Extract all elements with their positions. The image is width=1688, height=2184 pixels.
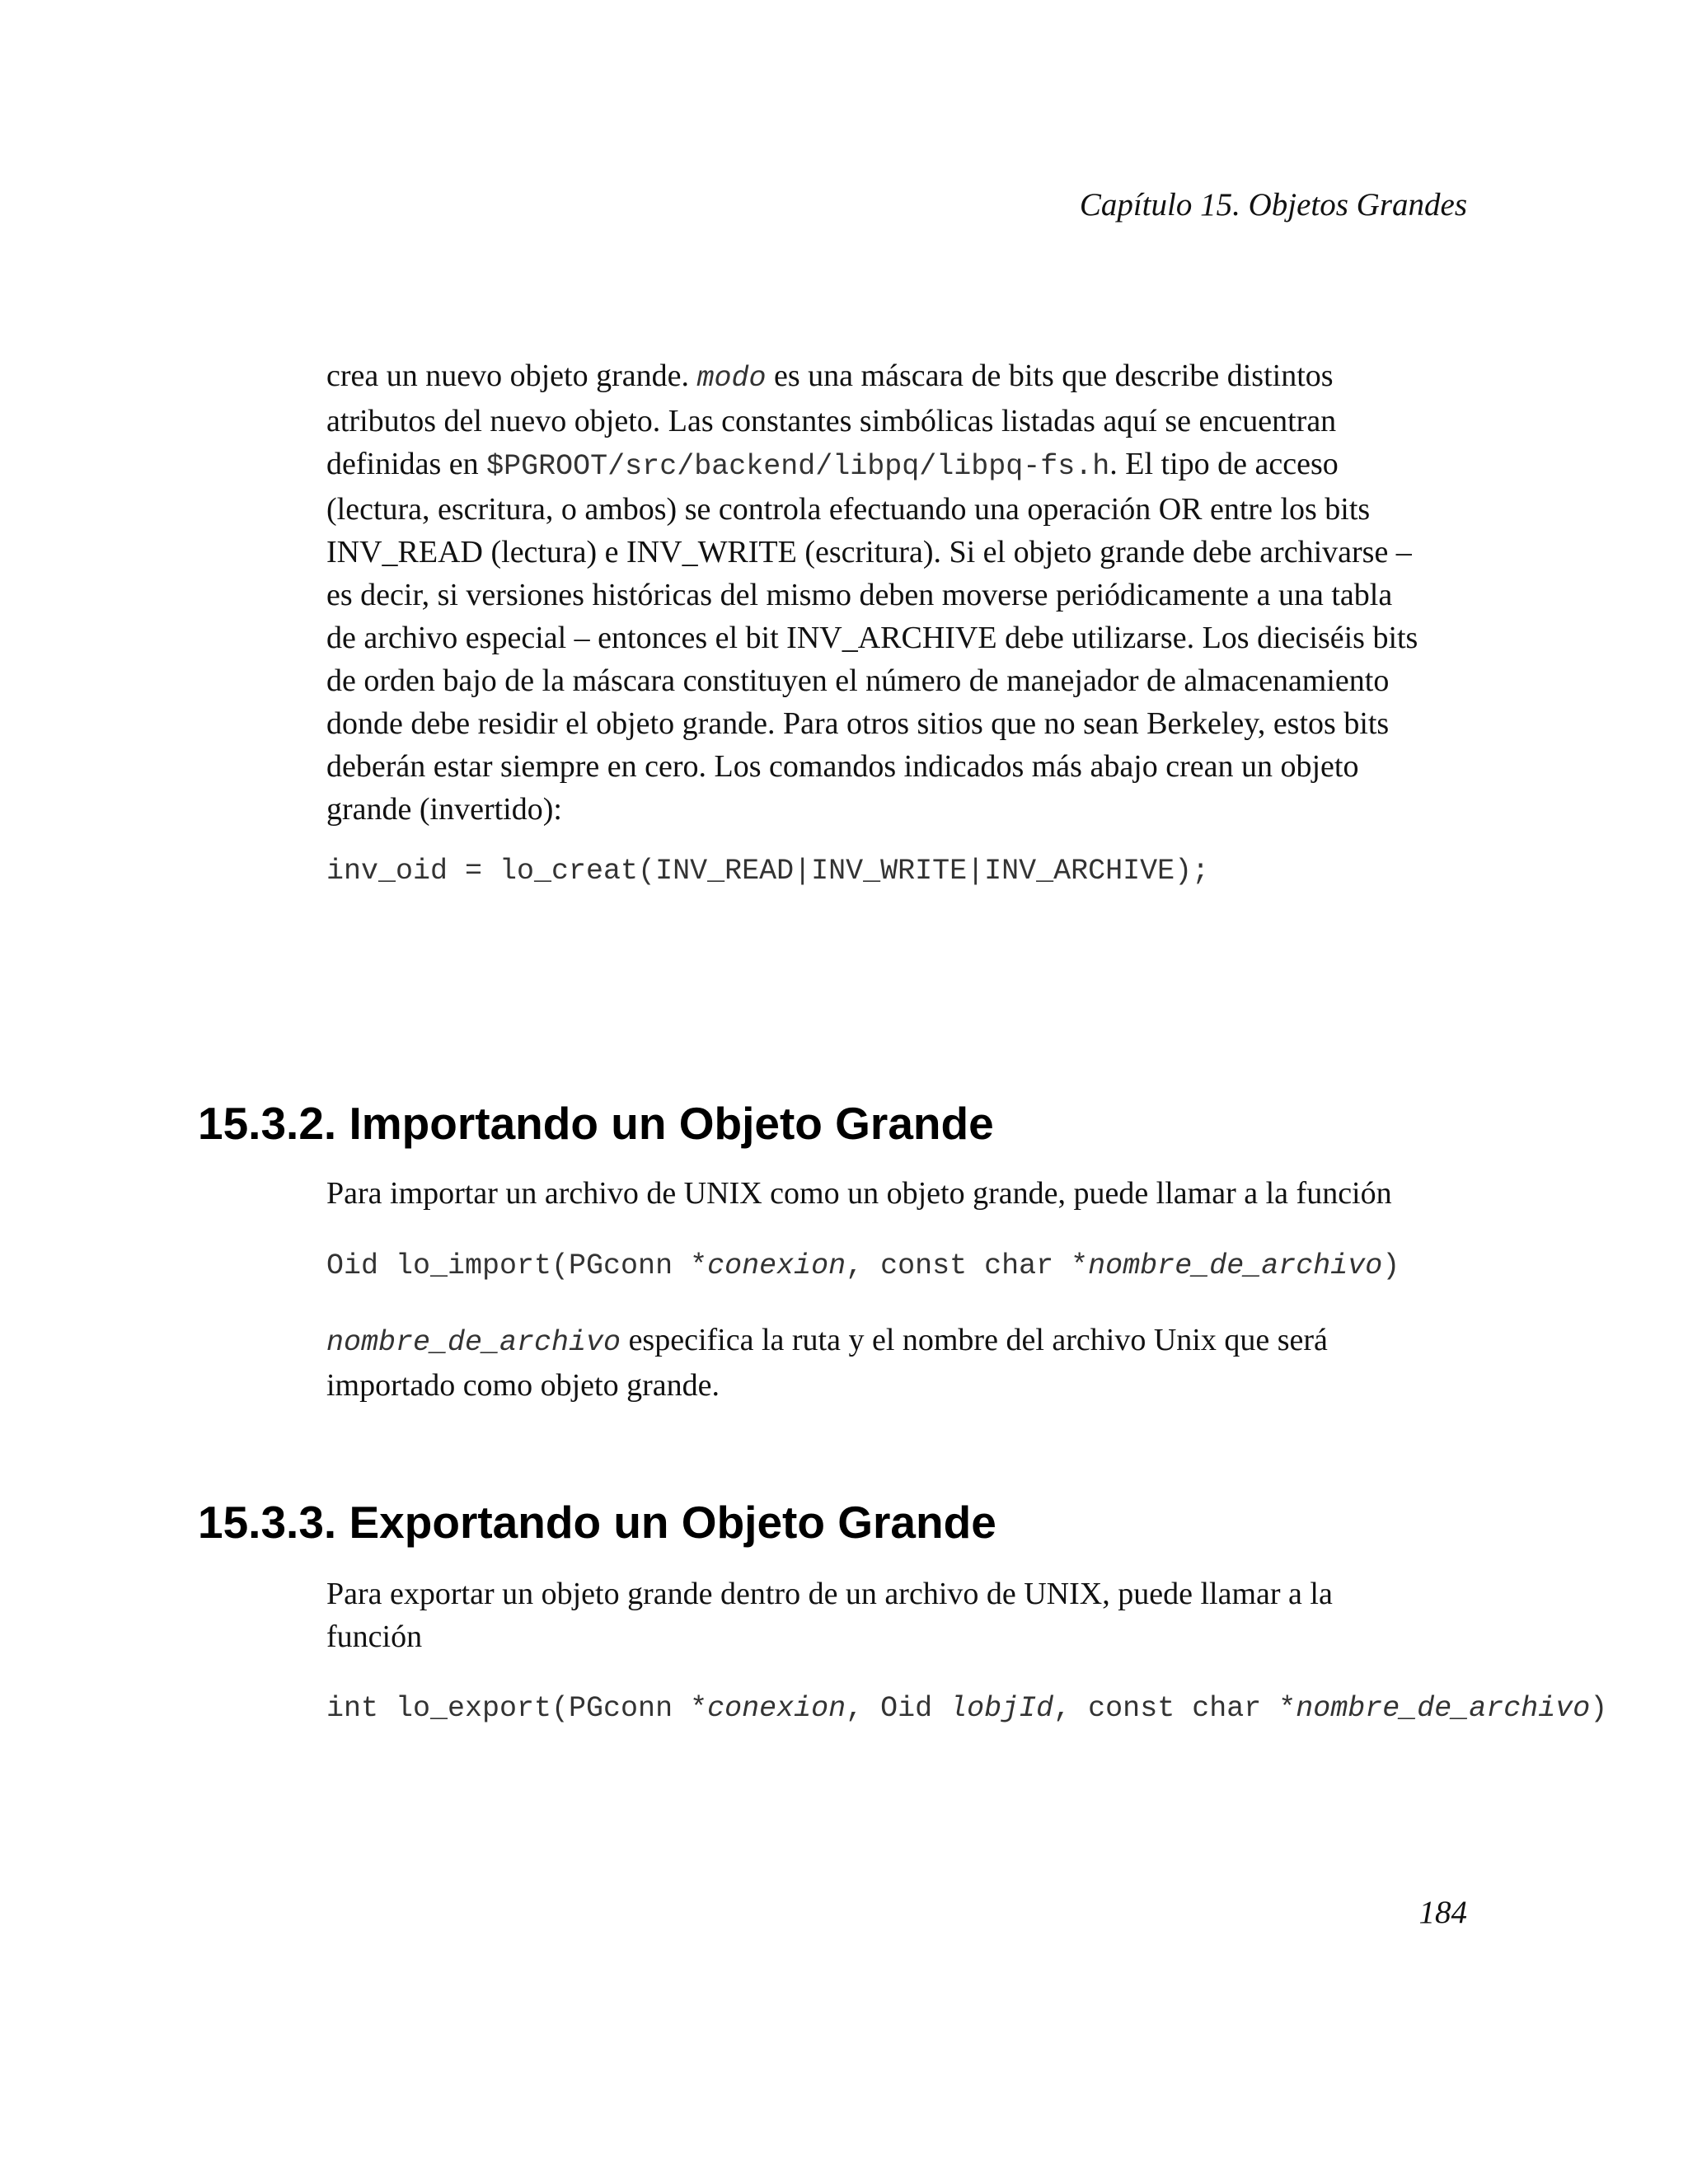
text-line: INV_READ (lectura) e INV_WRITE (escritura). Si el objeto grande debe archivarse – <box>326 535 1412 569</box>
param-nombre-de-archivo: nombre_de_archivo <box>326 1326 621 1359</box>
code-lo-creat: inv_oid = lo_creat(INV_READ|INV_WRITE|INV_ARCHIVE); <box>326 855 1210 888</box>
intro-paragraph <box>326 354 1505 831</box>
section-heading-export: 15.3.3. Exportando un Objeto Grande <box>198 1497 996 1548</box>
running-head: Capítulo 15. Objetos Grandes <box>1079 187 1467 223</box>
text-line: es decir, si versiones históricas del mismo deben moverse periódicamente a una tabla <box>326 578 1393 612</box>
text-run: crea un nuevo objeto grande. <box>326 359 697 393</box>
text-line <box>326 1319 1505 1364</box>
param-modo: modo <box>696 362 767 395</box>
text-line: función <box>326 1619 423 1654</box>
code-lo-import <box>326 1249 1400 1283</box>
text-line: grande (invertido): <box>326 792 562 827</box>
text-line: donde debe residir el objeto grande. Para otros sitios que no sean Berkeley, estos bits <box>326 706 1390 741</box>
param-nombre-de-archivo: nombre_de_archivo <box>1088 1249 1383 1282</box>
code-run: Oid lo_import(PGconn * <box>326 1249 708 1282</box>
import-description <box>326 1319 1505 1407</box>
code-run: , const char * <box>846 1249 1089 1282</box>
file-path: $PGROOT/src/backend/libpq/libpq-fs.h <box>486 450 1110 483</box>
export-intro <box>326 1572 1505 1658</box>
text-line <box>326 354 1505 400</box>
code-run: int lo_export(PGconn * <box>326 1692 708 1725</box>
code-lo-export <box>326 1691 1607 1726</box>
text-run: especifica la ruta y el nombre del archivo Unix que será <box>621 1323 1328 1357</box>
text-line <box>326 443 1505 488</box>
code-run: ) <box>1590 1692 1608 1725</box>
code-run: , Oid <box>846 1692 950 1725</box>
text-line: importado como objeto grande. <box>326 1368 720 1403</box>
param-conexion: conexion <box>707 1249 846 1282</box>
import-intro: Para importar un archivo de UNIX como un objeto grande, puede llamar a la función <box>326 1176 1392 1211</box>
param-lobjid: lobjId <box>950 1692 1054 1725</box>
page-number: 184 <box>1418 1895 1467 1930</box>
text-line: deberán estar siempre en cero. Los comandos indicados más abajo crean un objeto <box>326 749 1359 784</box>
text-line: Para exportar un objeto grande dentro de un archivo de UNIX, puede llamar a la <box>326 1577 1333 1611</box>
code-run: ) <box>1382 1249 1400 1282</box>
param-nombre-de-archivo: nombre_de_archivo <box>1296 1692 1591 1725</box>
text-run: . El tipo de acceso <box>1109 447 1339 481</box>
text-line: (lectura, escritura, o ambos) se controla efectuando una operación OR entre los bits <box>326 492 1371 527</box>
section-heading-import: 15.3.2. Importando un Objeto Grande <box>198 1098 994 1149</box>
code-run: , const char * <box>1053 1692 1296 1725</box>
text-line: de orden bajo de la máscara constituyen el número de manejador de almacenamiento <box>326 663 1390 698</box>
text-line: atributos del nuevo objeto. Las constantes simbólicas listadas aquí se encuentran <box>326 404 1337 438</box>
text-line: de archivo especial – entonces el bit INV_ARCHIVE debe utilizarse. Los dieciséis bits <box>326 621 1418 655</box>
param-conexion: conexion <box>707 1692 846 1725</box>
text-run: definidas en <box>326 447 487 481</box>
text-run: es una máscara de bits que describe distintos <box>766 359 1334 393</box>
